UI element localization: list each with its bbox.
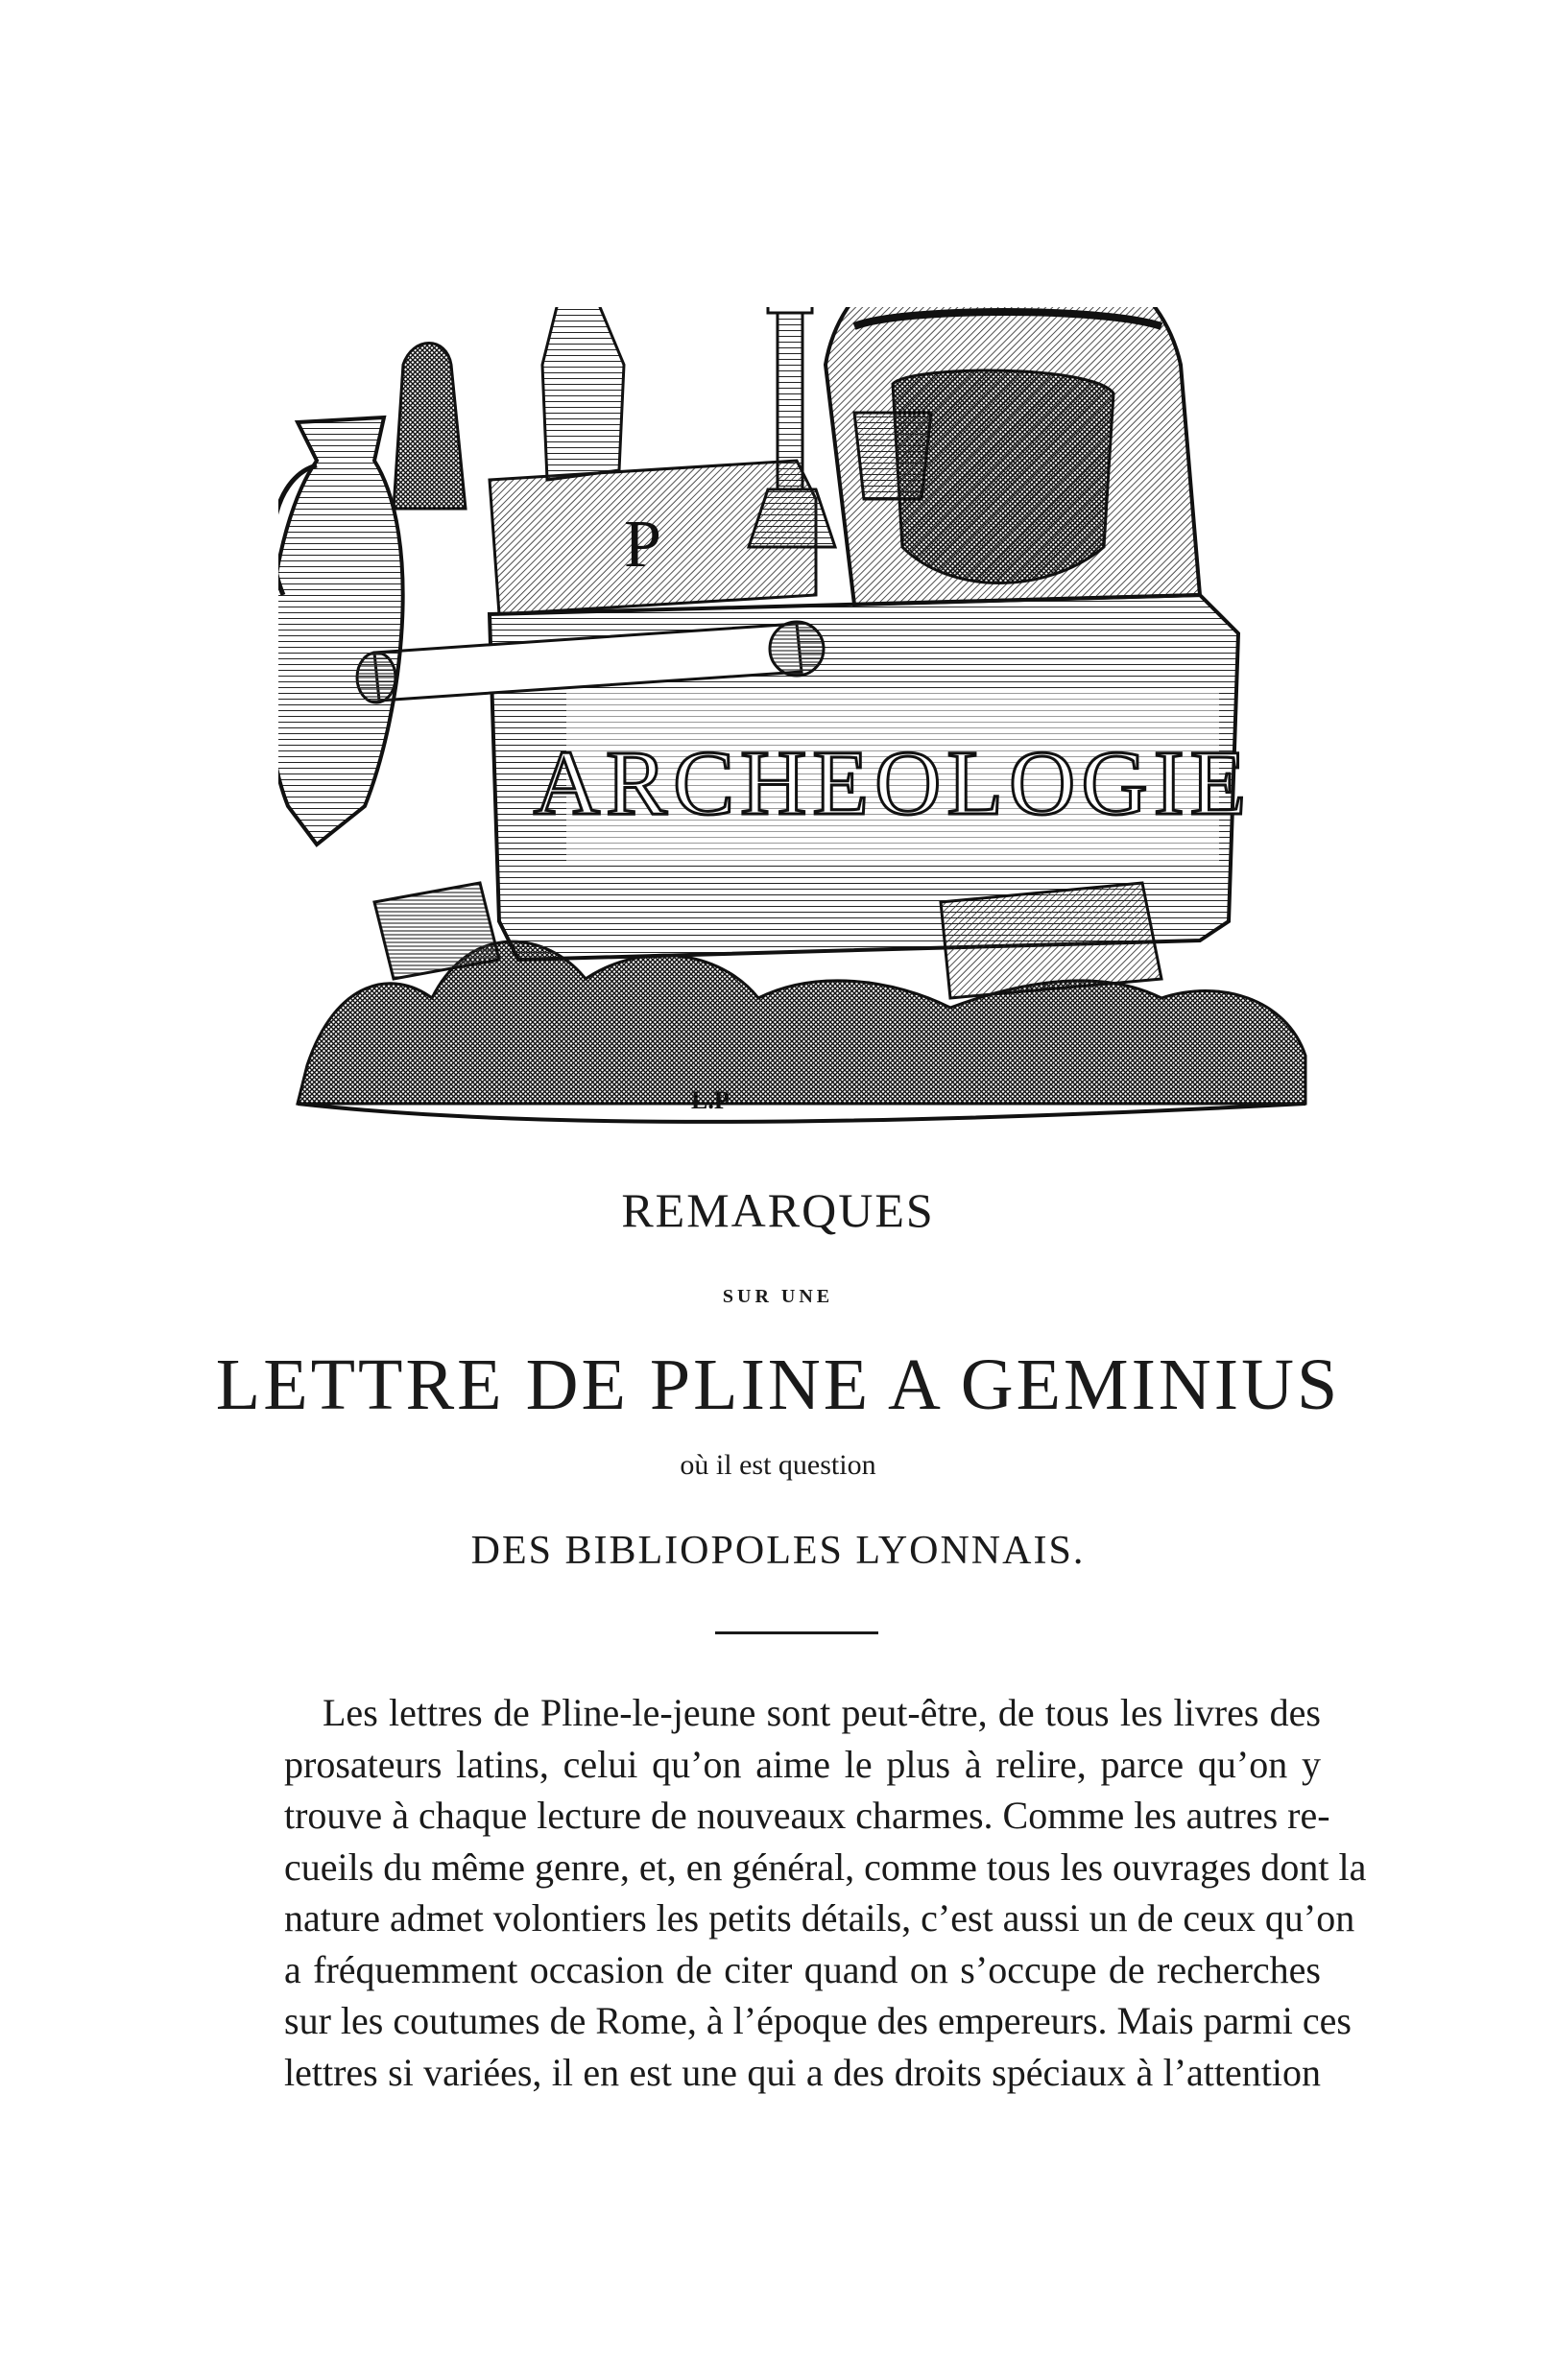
text-line: nature admet volontiers les petits détails, c’est aussi un de ceux qu’on — [284, 1896, 1355, 1940]
text-line: cueils du même genre, et, en général, comme tous les ouvrages dont la — [284, 1844, 1367, 1889]
text-line: trouve à chaque lecture de nouveaux charmes. Comme les autres re- — [284, 1794, 1330, 1837]
page-title: LETTRE DE PLINE A GEMINIUS — [215, 1345, 1341, 1425]
vignette-engraving — [278, 307, 1315, 1132]
heading-remarques: REMARQUES — [621, 1183, 935, 1237]
text-line: lettres si variées, il en est une qui a des droits spéciaux à l’attention — [284, 2050, 1321, 2094]
archeologie-vignette — [278, 307, 1315, 1132]
statue — [542, 307, 624, 480]
text-line: sur les coutumes de Rome, à l’époque des empereurs. Mais parmi ces — [284, 1999, 1352, 2042]
heading-bibliopoles: DES BIBLIOPOLES LYONNAIS. — [470, 1529, 1086, 1573]
goblet — [854, 413, 931, 499]
small-figure — [394, 344, 466, 510]
body-paragraph — [284, 1687, 1367, 2098]
chi-rho-monogram: P — [624, 508, 661, 582]
text-line: Les lettres de Pline-le-jeune sont peut-être, de tous les livres des — [323, 1691, 1321, 1734]
heading-subtitle: où il est question — [680, 1449, 876, 1481]
capital-fragment — [941, 883, 1161, 998]
heading-sur-une: SUR UNE — [722, 1286, 834, 1307]
engraver-monogram: L.P — [691, 1086, 730, 1114]
text-line: a fréquemment occasion de citer quand on s’occupe de recherches — [284, 1947, 1321, 1991]
text-line: prosateurs latins, celui qu’on aime le plus à relire, parce qu’on y — [284, 1742, 1321, 1786]
amphora — [278, 417, 403, 845]
vignette-inscription: ARCHEOLOGIE — [533, 731, 1253, 834]
section-divider — [715, 1631, 878, 1634]
column — [749, 307, 835, 547]
small-box — [374, 883, 499, 979]
